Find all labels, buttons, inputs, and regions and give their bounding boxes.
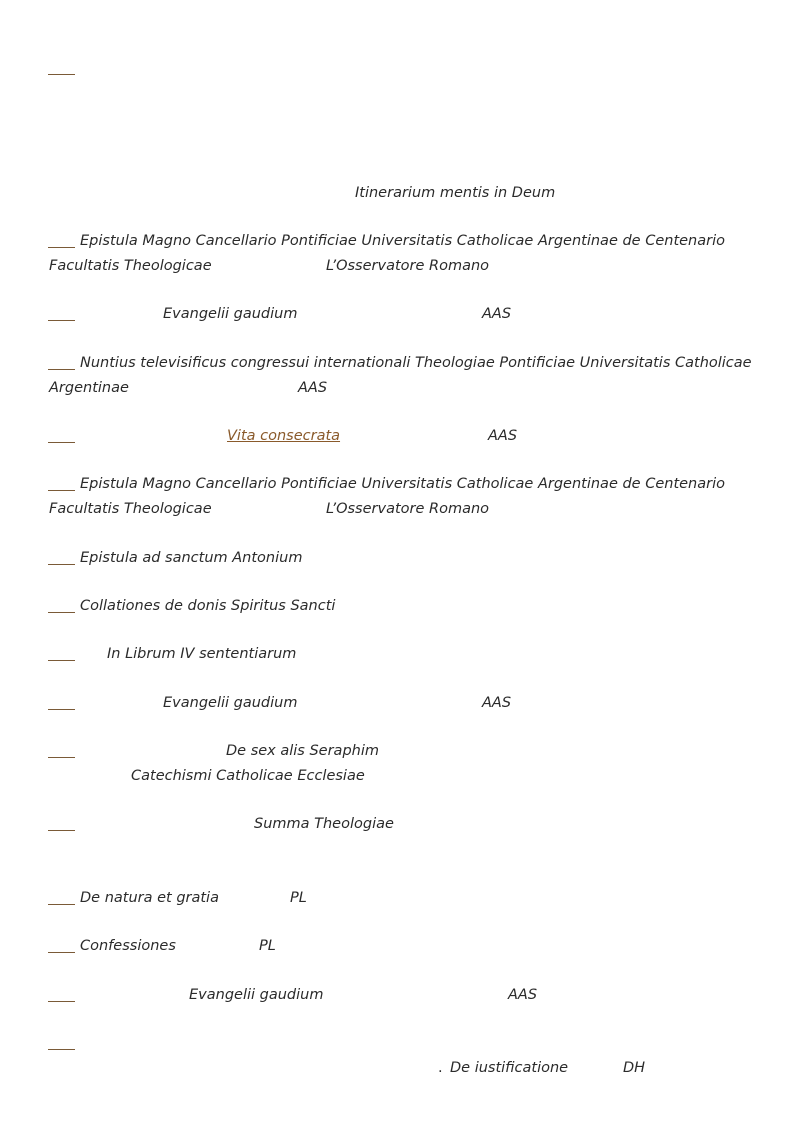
footnote-source: L’Osservatore Romano: [326, 501, 490, 517]
footnote-rule: [48, 247, 75, 248]
footnote-text: De natura et gratia: [80, 890, 219, 906]
footnote-source: PL: [259, 938, 276, 954]
footnote-text: Nuntius televisificus congressui internationali Theologiae Pontificiae Universitatis Catholicae: [80, 355, 752, 371]
footnote-source: DH: [623, 1060, 646, 1076]
footnote-text: Epistula Magno Cancellario Pontificiae Universitatis Catholicae Argentinae de Centenario: [80, 476, 725, 492]
footnote-work: Summa Theologiae: [254, 816, 394, 832]
footnote-rule: [48, 830, 75, 831]
footnote-rule: [48, 369, 75, 370]
footnote-work: Evangelii gaudium: [163, 695, 298, 711]
footnote-rule: [48, 442, 75, 443]
footnote-rule: [48, 660, 75, 661]
footnote-rule: [48, 709, 75, 710]
footnote-rule: [48, 564, 75, 565]
footnote-rule: [48, 490, 75, 491]
footnote-source: AAS: [508, 987, 538, 1003]
footnote-source: AAS: [482, 306, 512, 322]
footnote-rule: [48, 612, 75, 613]
vita-consecrata-link[interactable]: Vita consecrata: [227, 428, 341, 444]
footnote-rule: [48, 1001, 75, 1002]
footnote-text-cont: Argentinae: [49, 380, 129, 396]
footnote-text: Epistula ad sanctum Antonium: [80, 550, 303, 566]
footnote-source: AAS: [298, 380, 328, 396]
footnote-source: AAS: [482, 695, 512, 711]
footnote-work: De iustificatione: [450, 1060, 569, 1076]
footnote-text: Confessiones: [80, 938, 176, 954]
footnote-text: Epistula Magno Cancellario Pontificiae Universitatis Catholicae Argentinae de Centenario: [80, 233, 725, 249]
footnote-rule: [48, 320, 75, 321]
footnote-text-cont: Facultatis Theologicae: [49, 258, 212, 274]
footnote-rule: [48, 1049, 75, 1050]
footnote-rule: [48, 952, 75, 953]
footnote-work: In Librum IV sententiarum: [107, 646, 297, 662]
footnote-source: PL: [290, 890, 307, 906]
footnote-punct: .: [438, 1060, 443, 1076]
work-title: Itinerarium mentis in Deum: [355, 185, 556, 201]
footnote-source: AAS: [488, 428, 518, 444]
footnote-rule: [48, 757, 75, 758]
footnote-separator-rule: [48, 74, 75, 75]
footnote-work: De sex alis Seraphim: [226, 743, 379, 759]
footnote-text-cont: Facultatis Theologicae: [49, 501, 212, 517]
footnote-source: L’Osservatore Romano: [326, 258, 490, 274]
footnote-rule: [48, 904, 75, 905]
footnote-text-cont: Catechismi Catholicae Ecclesiae: [131, 768, 365, 784]
footnote-work: Evangelii gaudium: [189, 987, 324, 1003]
footnote-work: Evangelii gaudium: [163, 306, 298, 322]
footnote-text: Collationes de donis Spiritus Sancti: [80, 598, 336, 614]
